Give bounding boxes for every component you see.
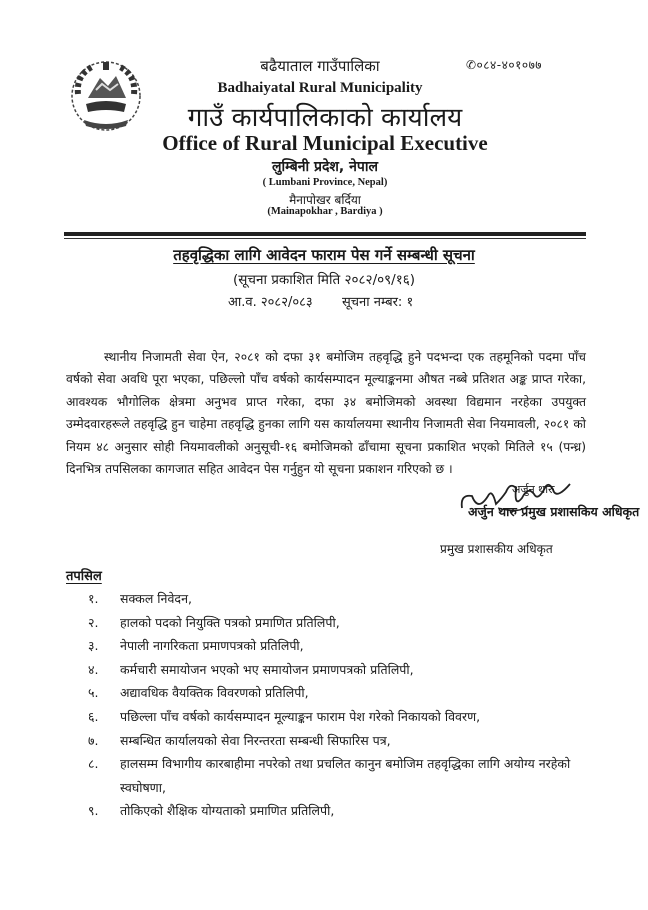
- annex-item-text: अद्यावधिक वैयक्तिक विवरणको प्रतिलिपी,: [120, 685, 309, 701]
- annex-item-number: ८.: [88, 756, 99, 772]
- annex-item: [88, 729, 608, 753]
- notice-body-text: स्थानीय निजामती सेवा ऐन, २०८१ को दफा ३१ बमोजिम तहवृद्धि हुने पदभन्दा एक तहमूनिको पदमा पाँच वर्षको सेवा अवधि पूरा भएका, पछिल्लो पाँच वर्षको कार्यसम्पादन मूल्याङ्कनमा औषत नब्बे प्रतिशत अङ्क प्राप्त गरेका, आवश्यक भौगोलिक क्षेत्रमा अनुभव प्राप्त गरेका, दफा ३४ बमोजिमको अवस्था विद्यमान नरहेका उपयुक्त उम्मेदवारहरूले तहवृद्धि हुन चाहेमा तहवृद्धि हुनका लागि यस कार्यालयमा स्थानीय निजामती सेवा नियमावली, २०८१ को नियम ४८ अनुसार सोही नियमावलीको अनुसूची-१६ बमोजिमको ढाँचामा सूचना प्रकाशित भएको मितिले १५ (पन्ध्र) दिनभित्र तपसिलका कागजात सहित आवेदन पेस गर्नुहुन यो सूचना प्रकाशन गरिएको छ ।: [66, 350, 586, 477]
- annex-item: [88, 799, 608, 823]
- annex-item-number: २.: [88, 614, 99, 630]
- annex-list: [88, 587, 608, 823]
- province-english: ( Lumbani Province, Nepal): [262, 177, 388, 188]
- annex-item: [88, 705, 608, 729]
- annex-item-text: हालसम्म विभागीय कारबाहीमा नपरेको तथा प्रचलित कानुन बमोजिम तहवृद्धिका लागि अयोग्य नरहेको स्वघोषणा,: [120, 756, 571, 795]
- annex-item-number: ४.: [88, 661, 99, 677]
- annex-item-number: ६.: [88, 708, 99, 724]
- annex-item: [88, 611, 608, 635]
- annex-item: [88, 587, 608, 611]
- annex-item: [88, 658, 608, 682]
- annex-item-text: कर्मचारी समायोजन भएको भए समायोजन प्रमाणपत्रको प्रतिलिपी,: [120, 661, 414, 677]
- office-name-english: Office of Rural Municipal Executive: [162, 131, 488, 155]
- annex-heading: तपसिल: [66, 569, 102, 584]
- annex-item-text: पछिल्ला पाँच वर्षको कार्यसम्पादन मूल्याङ्कन फाराम पेश गरेको निकायको विवरण,: [120, 708, 481, 724]
- annex-item-text: नेपाली नागरिकता प्रमाणपत्रको प्रतिलिपी,: [120, 638, 304, 654]
- notice-title-text: तहवृद्धिका लागि आवेदन फाराम पेस गर्ने सम्बन्धी सूचना: [173, 246, 475, 264]
- header-divider-thin: [64, 238, 586, 239]
- annex-item: [88, 681, 608, 705]
- municipality-name-english: Badhaiyatal Rural Municipality: [217, 80, 423, 96]
- annex-item-number: १.: [88, 591, 99, 606]
- annex-item-number: ७.: [88, 732, 99, 748]
- fiscal-year: आ.व. २०८२/०८३: [228, 295, 313, 310]
- municipality-name-nepali: बढैयाताल गाउँपालिका: [260, 57, 380, 75]
- office-name-nepali: गाउँ कार्यपालिकाको कार्यालय: [187, 103, 463, 133]
- notice-body: [66, 346, 586, 480]
- annex-item-number: ३.: [88, 638, 99, 654]
- annex-item-number: ९.: [88, 803, 99, 819]
- annex-item-text: सम्बन्धित कार्यालयको सेवा निरन्तरता सम्बन्धी सिफारिस पत्र,: [120, 732, 391, 748]
- annex-item-number: ५.: [88, 685, 99, 701]
- signatory-name-stamp: अर्जुन थारु: [512, 483, 555, 496]
- notice-number: सूचना नम्बर: १: [342, 295, 414, 310]
- province-nepali: लुम्बिनी प्रदेश, नेपाल: [272, 159, 378, 175]
- annex-item-text: तोकिएको शैक्षिक योग्यताको प्रमाणित प्रतिलिपी,: [120, 803, 335, 819]
- location-nepali: मैनापोखर बर्दिया: [289, 193, 361, 207]
- signatory-title-stamp: अर्जुन थारु प्रमुख प्रशासकिय अधिकृत: [468, 504, 640, 519]
- location-english: (Mainapokhar , Bardiya ): [267, 206, 383, 217]
- annex-item: [88, 752, 608, 799]
- annex-item-text: सक्कल निवेदन,: [120, 591, 192, 606]
- published-date: (सूचना प्रकाशित मिति २०८२/०९/१६): [232, 272, 416, 288]
- annex-item-text: हालको पदको नियुक्ति पत्रको प्रमाणित प्रतिलिपी,: [120, 614, 340, 630]
- phone-number: ✆०८४-४०१०७७: [466, 58, 543, 72]
- notice-title: [100, 245, 548, 265]
- signatory-title: प्रमुख प्रशासकीय अधिकृत: [440, 542, 553, 556]
- nepal-emblem-icon: [66, 54, 146, 134]
- header-divider-thick: [64, 232, 586, 236]
- annex-item: [88, 634, 608, 658]
